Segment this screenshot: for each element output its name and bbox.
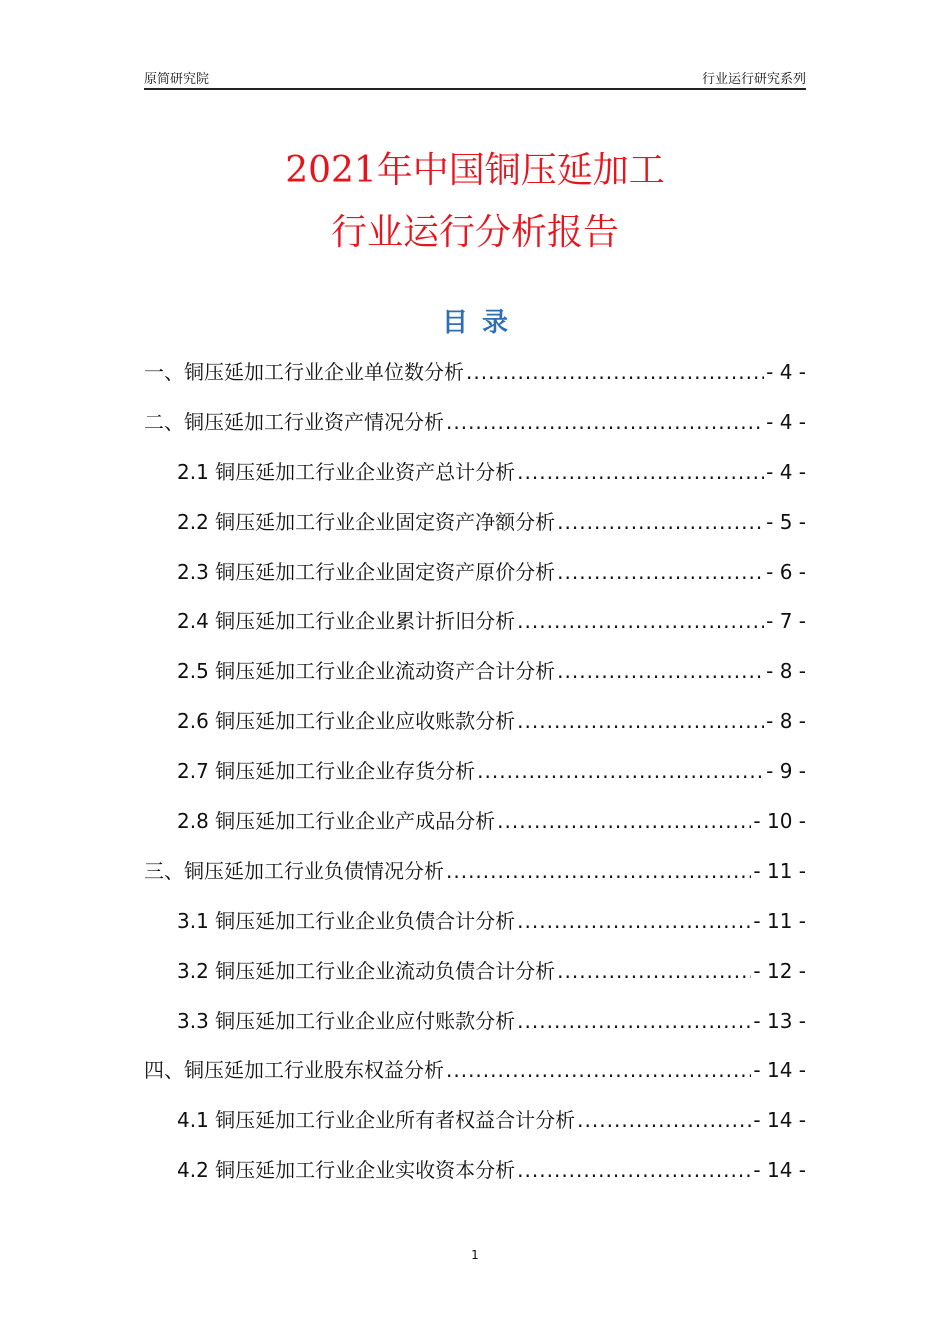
- toc-entry[interactable]: [144, 506, 806, 556]
- toc-leader-dots: [446, 1058, 751, 1082]
- page-number: 1: [471, 1248, 479, 1262]
- toc-entry[interactable]: [144, 955, 806, 1005]
- toc-entry-title: 四、铜压延加工行业股东权益分析: [144, 1058, 444, 1083]
- toc-entry-title: 3.2 铜压延加工行业企业流动负债合计分析: [177, 958, 556, 983]
- toc-leader-dots: [466, 360, 764, 384]
- toc-heading: 目录: [441, 308, 522, 338]
- toc-entry[interactable]: [144, 805, 806, 855]
- toc-leader-dots: [557, 659, 764, 683]
- toc-entry-page: - 6 -: [766, 559, 806, 584]
- toc-entry-page: - 13 -: [753, 1008, 806, 1033]
- toc-leader-dots: [557, 560, 764, 584]
- report-title-line2: 行业运行分析报告: [330, 212, 619, 253]
- page-header: [144, 68, 806, 90]
- toc-entry[interactable]: [144, 905, 806, 955]
- toc-entry-title: 4.2 铜压延加工行业企业实收资本分析: [177, 1158, 516, 1183]
- toc-entry-title: 2.6 铜压延加工行业企业应收账款分析: [177, 709, 516, 734]
- toc-entry[interactable]: [144, 356, 806, 406]
- toc-leader-dots: [517, 460, 764, 484]
- toc-leader-dots: [557, 959, 751, 983]
- toc-leader-dots: [497, 809, 751, 833]
- toc-entry[interactable]: [144, 556, 806, 606]
- toc-leader-dots: [577, 1108, 751, 1132]
- toc-entry-title: 2.7 铜压延加工行业企业存货分析: [177, 759, 476, 784]
- header-org: 原简研究院: [144, 72, 210, 87]
- toc-entry-title: 3.1 铜压延加工行业企业负债合计分析: [177, 908, 516, 933]
- toc-entry[interactable]: [144, 1104, 806, 1154]
- toc-entry[interactable]: [144, 1005, 806, 1055]
- toc-entry-page: - 5 -: [766, 509, 806, 534]
- toc-entry[interactable]: [144, 1154, 806, 1204]
- toc-entry[interactable]: [144, 605, 806, 655]
- toc-entry-page: - 4 -: [766, 360, 806, 384]
- toc-entry-page: - 11 -: [753, 858, 806, 883]
- toc-entry-page: - 11 -: [753, 908, 806, 933]
- toc-leader-dots: [446, 410, 764, 434]
- toc-leader-dots: [477, 759, 764, 783]
- toc-leader-dots: [517, 1009, 751, 1033]
- toc-entry-page: - 8 -: [766, 709, 806, 734]
- table-of-contents: [144, 356, 806, 1204]
- toc-entry-page: - 8 -: [766, 659, 806, 684]
- toc-entry-title: 2.3 铜压延加工行业企业固定资产原价分析: [177, 559, 556, 584]
- toc-leader-dots: [517, 1158, 751, 1182]
- toc-entry-page: - 14 -: [753, 1058, 806, 1083]
- toc-entry[interactable]: [144, 655, 806, 705]
- toc-entry-title: 3.3 铜压延加工行业企业应付账款分析: [177, 1008, 516, 1033]
- toc-leader-dots: [517, 909, 751, 933]
- toc-entry-page: - 4 -: [766, 459, 806, 484]
- toc-entry-title: 三、铜压延加工行业负债情况分析: [144, 858, 444, 883]
- toc-entry-page: - 12 -: [753, 958, 806, 983]
- toc-entry[interactable]: [144, 755, 806, 805]
- header-series: 行业运行研究系列: [701, 72, 806, 87]
- toc-entry[interactable]: [144, 406, 806, 456]
- toc-leader-dots: [446, 859, 751, 883]
- toc-entry-title: 2.1 铜压延加工行业企业资产总计分析: [177, 459, 516, 484]
- toc-entry-page: - 7 -: [766, 609, 806, 634]
- toc-leader-dots: [517, 709, 764, 733]
- toc-entry-title: 2.8 铜压延加工行业企业产成品分析: [177, 809, 496, 834]
- toc-entry-title: 一、铜压延加工行业企业单位数分析: [144, 360, 464, 384]
- toc-leader-dots: [557, 510, 764, 534]
- toc-entry[interactable]: [144, 705, 806, 755]
- toc-entry[interactable]: [144, 855, 806, 905]
- toc-entry-title: 二、铜压延加工行业资产情况分析: [144, 409, 444, 434]
- toc-entry-page: - 14 -: [753, 1158, 806, 1183]
- toc-entry-page: - 14 -: [753, 1108, 806, 1133]
- report-title-line1: 2021年中国铜压延加工: [285, 150, 665, 191]
- toc-entry-page: - 9 -: [766, 759, 806, 784]
- toc-leader-dots: [517, 609, 764, 633]
- toc-entry-page: - 10 -: [753, 809, 806, 834]
- toc-entry[interactable]: [144, 456, 806, 506]
- toc-entry[interactable]: [144, 1054, 806, 1104]
- toc-entry-title: 4.1 铜压延加工行业企业所有者权益合计分析: [177, 1108, 576, 1133]
- toc-entry-page: - 4 -: [766, 409, 806, 434]
- toc-entry-title: 2.4 铜压延加工行业企业累计折旧分析: [177, 609, 516, 634]
- toc-entry-title: 2.2 铜压延加工行业企业固定资产净额分析: [177, 509, 556, 534]
- toc-entry-title: 2.5 铜压延加工行业企业流动资产合计分析: [177, 659, 556, 684]
